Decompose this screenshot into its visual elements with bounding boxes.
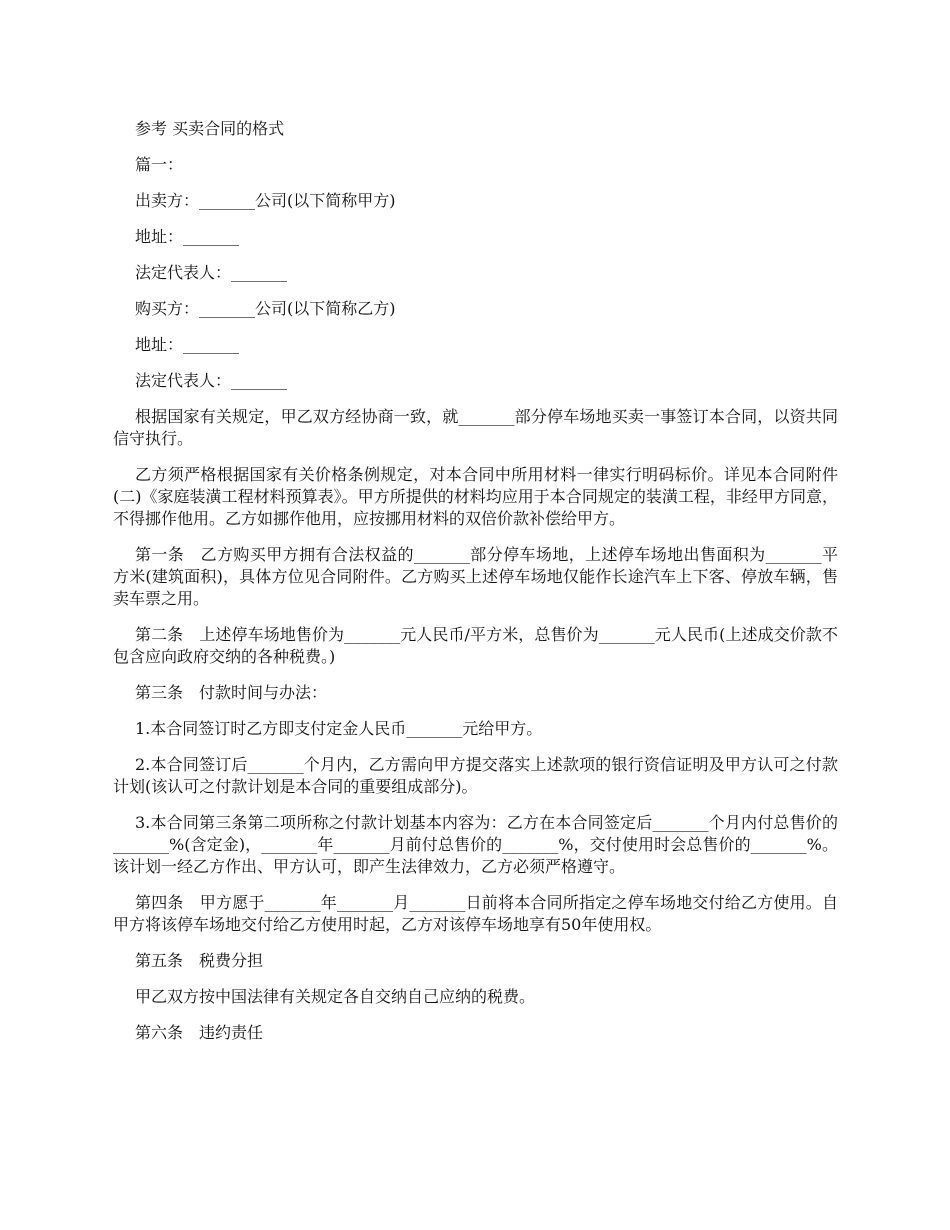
document-title: 参考 买卖合同的格式 xyxy=(135,119,285,138)
buyer-address-line: 地址：_______ xyxy=(135,335,240,354)
article-1-paragraph: 第一条 乙方购买甲方拥有合法权益的_______部分停车场地，上述停车场地出售面积为_______平方米(建筑面积)，具体方位见合同附件。乙方购买上述停车场地仅能作长途汽车上下客、停放车辆，售卖车票之用。 xyxy=(113,545,838,608)
article-5-heading: 第五条 税费分担 xyxy=(135,951,264,970)
section-heading: 篇一： xyxy=(135,155,184,174)
document-body xyxy=(113,118,838,1044)
article-3-item-1: 1.本合同签订时乙方即支付定金人民币_______元给甲方。 xyxy=(135,719,543,738)
intro-paragraph: 根据国家有关规定，甲乙双方经协商一致，就_______部分停车场地买卖一事签订本合同，以资共同信守执行。 xyxy=(113,407,838,448)
materials-paragraph: 乙方须严格根据国家有关价格条例规定，对本合同中所用材料一律实行明码标价。详见本合同附件(二)《家庭装潢工程材料预算表》。甲方所提供的材料均应用于本合同规定的装潢工程，非经甲方同意，不得挪作他用。乙方如挪作他用，应按挪用材料的双倍价款补偿给甲方。 xyxy=(113,465,838,528)
article-4-paragraph: 第四条 甲方愿于_______年_______月_______日前将本合同所指定之停车场地交付给乙方使用。自甲方将该停车场地交付给乙方使用时起，乙方对该停车场地享有50年使用权。 xyxy=(113,893,838,934)
buyer-representative-line: 法定代表人：_______ xyxy=(135,371,288,390)
seller-representative-line: 法定代表人：_______ xyxy=(135,263,288,282)
seller-line: 出卖方：_______公司(以下简称甲方) xyxy=(135,191,396,210)
buyer-line: 购买方：_______公司(以下简称乙方) xyxy=(135,299,396,318)
article-6-heading: 第六条 违约责任 xyxy=(135,1023,264,1042)
article-3-item-3: 3.本合同第三条第二项所称之付款计划基本内容为：乙方在本合同签定后_______个月内付总售价的_______%(含定金)，_______年_______月前付总售价的_______%，交付使用时会总售价的_______%。该计划一经乙方作出、甲方认可，即产生法律效力，乙方必须严格遵守。 xyxy=(113,813,838,876)
article-2-paragraph: 第二条 上述停车场地售价为_______元人民币/平方米，总售价为_______元人民币(上述成交价款不包含应向政府交纳的各种税费。) xyxy=(113,625,838,666)
article-3-heading: 第三条 付款时间与办法： xyxy=(135,683,328,702)
seller-address-line: 地址：_______ xyxy=(135,227,240,246)
article-5-text: 甲乙双方按中国法律有关规定各自交纳自己应纳的税费。 xyxy=(135,987,536,1006)
article-3-item-2: 2.本合同签订后_______个月内，乙方需向甲方提交落实上述款项的银行资信证明及甲方认可之付款计划(该认可之付款计划是本合同的重要组成部分)。 xyxy=(113,755,838,796)
